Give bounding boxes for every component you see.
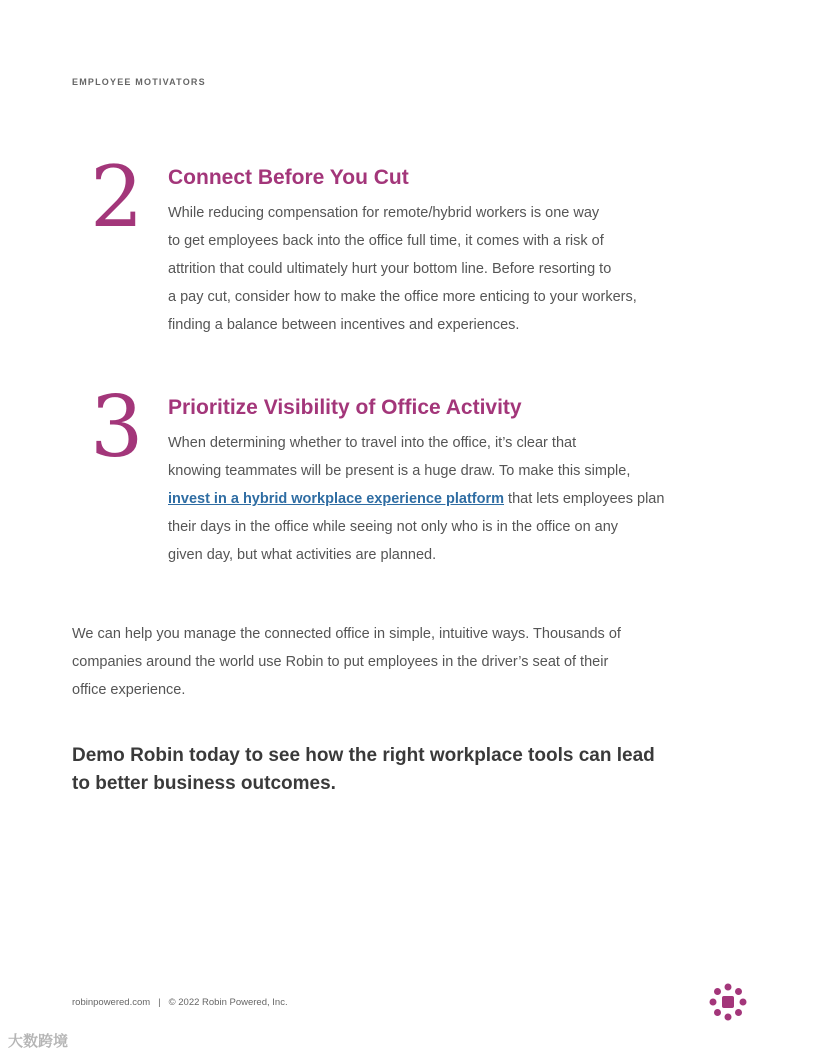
watermark: 大数跨境 [8, 1033, 69, 1050]
call-to-action [72, 742, 684, 798]
robin-logo-icon [708, 982, 748, 1022]
paragraph-line: finding a balance between incentives and experiences. [168, 317, 520, 333]
paragraph-line: to get employees back into the office full time, it comes with a risk of [168, 233, 604, 249]
paragraph-line: While reducing compensation for remote/hybrid workers is one way [168, 205, 600, 221]
cta-line: to better business outcomes. [72, 773, 336, 794]
paragraph-line: that lets employees plan [504, 491, 665, 507]
closing-paragraph [72, 620, 684, 704]
footer [72, 997, 288, 1008]
section-paragraph [168, 199, 688, 339]
paragraph-line: office experience. [72, 682, 186, 698]
paragraph-line: companies around the world use Robin to put employees in the driver’s seat of their [72, 654, 609, 670]
paragraph-line: We can help you manage the connected office in simple, intuitive ways. Thousands of [72, 626, 621, 642]
section-number: 2 [90, 148, 144, 246]
cta-line: Demo Robin today to see how the right workplace tools can lead [72, 745, 655, 766]
page-header-label: EMPLOYEE MOTIVATORS [72, 77, 206, 87]
section-content [168, 165, 688, 339]
paragraph-line: their days in the office while seeing not only who is in the office on any [168, 519, 619, 535]
paragraph-line: knowing teammates will be present is a huge draw. To make this simple, [168, 463, 631, 479]
section-paragraph [168, 429, 688, 569]
hybrid-workplace-platform-link[interactable]: invest in a hybrid workplace experience platform [168, 491, 505, 507]
robin-logo-icon-svg [708, 982, 748, 1022]
paragraph-line: given day, but what activities are planned. [168, 547, 437, 563]
section-number: 3 [90, 378, 144, 476]
footer-separator: | [158, 997, 161, 1008]
paragraph-line: a pay cut, consider how to make the office more enticing to your workers, [168, 289, 637, 305]
section-title: Prioritize Visibility of Office Activity [168, 396, 522, 419]
section-content [168, 395, 688, 569]
footer-website-link[interactable]: robinpowered.com [72, 997, 151, 1008]
paragraph-line: attrition that could ultimately hurt your bottom line. Before resorting to [168, 261, 612, 277]
paragraph-line: When determining whether to travel into the office, it’s clear that [168, 435, 577, 451]
section-title: Connect Before You Cut [168, 166, 409, 189]
footer-copyright: © 2022 Robin Powered, Inc. [168, 997, 288, 1008]
